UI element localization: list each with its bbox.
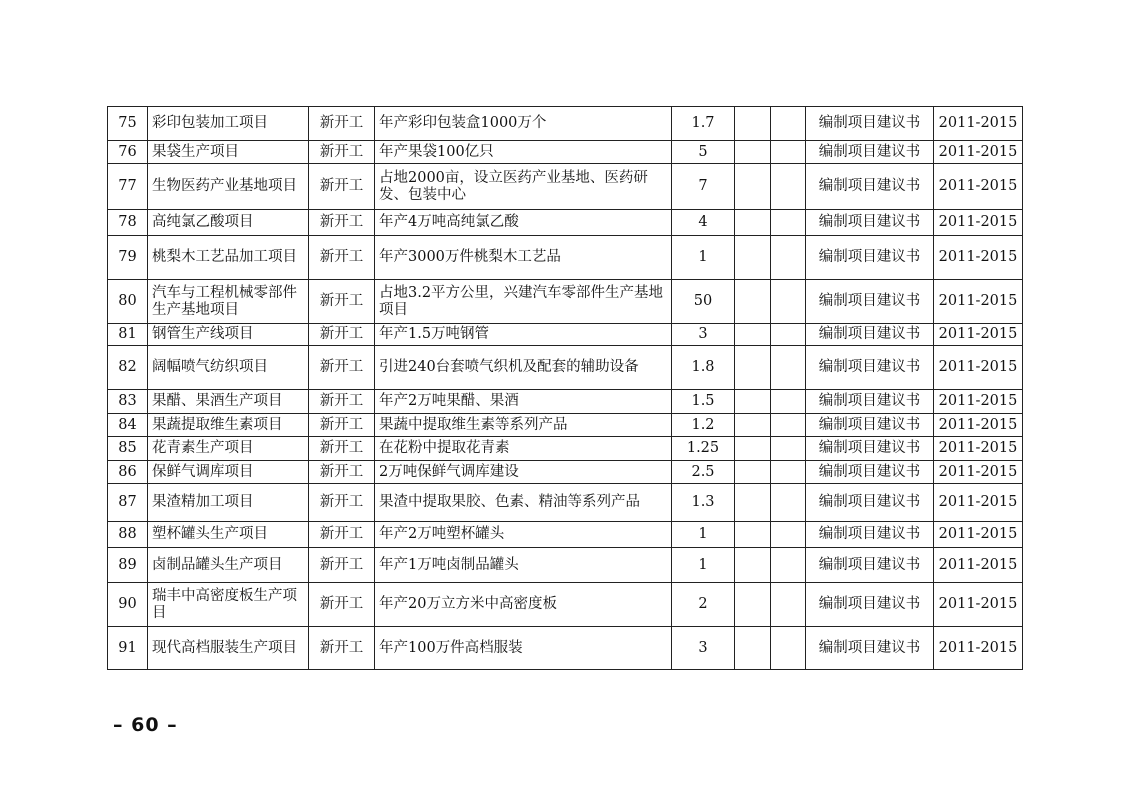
empty-cell xyxy=(771,522,806,548)
investment-value: 3 xyxy=(672,324,735,346)
table-row xyxy=(108,548,1023,583)
project-stage: 编制项目建议书 xyxy=(806,414,934,437)
project-content: 在花粉中提取花青素 xyxy=(375,437,672,461)
table-row xyxy=(108,210,1023,236)
row-number: 77 xyxy=(108,164,148,210)
project-name: 汽车与工程机械零部件生产基地项目 xyxy=(148,280,309,324)
project-period: 2011-2015 xyxy=(934,548,1023,583)
project-type: 新开工 xyxy=(309,390,375,414)
project-content: 果蔬中提取维生素等系列产品 xyxy=(375,414,672,437)
project-stage: 编制项目建议书 xyxy=(806,324,934,346)
row-number: 80 xyxy=(108,280,148,324)
row-number: 84 xyxy=(108,414,148,437)
project-content: 引进240台套喷气织机及配套的辅助设备 xyxy=(375,346,672,390)
empty-cell xyxy=(735,461,771,484)
empty-cell xyxy=(735,346,771,390)
empty-cell xyxy=(771,210,806,236)
empty-cell xyxy=(735,107,771,141)
project-name: 保鲜气调库项目 xyxy=(148,461,309,484)
project-name: 塑杯罐头生产项目 xyxy=(148,522,309,548)
row-number: 78 xyxy=(108,210,148,236)
table-row xyxy=(108,522,1023,548)
table-row xyxy=(108,107,1023,141)
project-type: 新开工 xyxy=(309,522,375,548)
project-period: 2011-2015 xyxy=(934,437,1023,461)
row-number: 83 xyxy=(108,390,148,414)
row-number: 88 xyxy=(108,522,148,548)
project-period: 2011-2015 xyxy=(934,280,1023,324)
project-type: 新开工 xyxy=(309,548,375,583)
project-period: 2011-2015 xyxy=(934,141,1023,164)
investment-value: 2.5 xyxy=(672,461,735,484)
project-content: 占地2000亩，设立医药产业基地、医药研发、包装中心 xyxy=(375,164,672,210)
row-number: 85 xyxy=(108,437,148,461)
project-type: 新开工 xyxy=(309,437,375,461)
empty-cell xyxy=(735,437,771,461)
project-stage: 编制项目建议书 xyxy=(806,141,934,164)
investment-value: 1.5 xyxy=(672,390,735,414)
investment-value: 2 xyxy=(672,583,735,627)
project-period: 2011-2015 xyxy=(934,346,1023,390)
investment-value: 1.3 xyxy=(672,484,735,522)
row-number: 82 xyxy=(108,346,148,390)
project-content: 年产100万件高档服装 xyxy=(375,627,672,670)
project-type: 新开工 xyxy=(309,627,375,670)
project-content: 年产果袋100亿只 xyxy=(375,141,672,164)
project-period: 2011-2015 xyxy=(934,236,1023,280)
project-stage: 编制项目建议书 xyxy=(806,346,934,390)
project-stage: 编制项目建议书 xyxy=(806,280,934,324)
project-name: 果蔬提取维生素项目 xyxy=(148,414,309,437)
row-number: 79 xyxy=(108,236,148,280)
investment-value: 50 xyxy=(672,280,735,324)
table-row xyxy=(108,164,1023,210)
project-stage: 编制项目建议书 xyxy=(806,390,934,414)
table-row xyxy=(108,484,1023,522)
empty-cell xyxy=(771,627,806,670)
investment-value: 1 xyxy=(672,548,735,583)
empty-cell xyxy=(771,346,806,390)
empty-cell xyxy=(771,548,806,583)
project-content: 2万吨保鲜气调库建设 xyxy=(375,461,672,484)
investment-value: 5 xyxy=(672,141,735,164)
investment-value: 1.8 xyxy=(672,346,735,390)
project-stage: 编制项目建议书 xyxy=(806,164,934,210)
empty-cell xyxy=(771,107,806,141)
project-name: 现代高档服装生产项目 xyxy=(148,627,309,670)
empty-cell xyxy=(771,324,806,346)
project-content: 年产1万吨卤制品罐头 xyxy=(375,548,672,583)
row-number: 75 xyxy=(108,107,148,141)
empty-cell xyxy=(735,164,771,210)
empty-cell xyxy=(735,141,771,164)
empty-cell xyxy=(771,280,806,324)
project-stage: 编制项目建议书 xyxy=(806,236,934,280)
project-period: 2011-2015 xyxy=(934,414,1023,437)
project-stage: 编制项目建议书 xyxy=(806,437,934,461)
project-stage: 编制项目建议书 xyxy=(806,461,934,484)
project-period: 2011-2015 xyxy=(934,627,1023,670)
project-stage: 编制项目建议书 xyxy=(806,627,934,670)
project-period: 2011-2015 xyxy=(934,390,1023,414)
project-name: 生物医药产业基地项目 xyxy=(148,164,309,210)
table-row xyxy=(108,346,1023,390)
row-number: 90 xyxy=(108,583,148,627)
project-period: 2011-2015 xyxy=(934,461,1023,484)
empty-cell xyxy=(771,141,806,164)
investment-value: 4 xyxy=(672,210,735,236)
project-content: 年产2万吨塑杯罐头 xyxy=(375,522,672,548)
empty-cell xyxy=(735,390,771,414)
empty-cell xyxy=(735,627,771,670)
empty-cell xyxy=(735,484,771,522)
table-row xyxy=(108,583,1023,627)
project-name: 桃梨木工艺品加工项目 xyxy=(148,236,309,280)
project-stage: 编制项目建议书 xyxy=(806,210,934,236)
empty-cell xyxy=(735,583,771,627)
table-row xyxy=(108,390,1023,414)
empty-cell xyxy=(771,414,806,437)
project-type: 新开工 xyxy=(309,236,375,280)
investment-value: 1 xyxy=(672,236,735,280)
table-row xyxy=(108,141,1023,164)
project-period: 2011-2015 xyxy=(934,324,1023,346)
row-number: 89 xyxy=(108,548,148,583)
empty-cell xyxy=(771,164,806,210)
project-period: 2011-2015 xyxy=(934,484,1023,522)
table-row xyxy=(108,627,1023,670)
project-name: 卤制品罐头生产项目 xyxy=(148,548,309,583)
empty-cell xyxy=(735,236,771,280)
project-period: 2011-2015 xyxy=(934,210,1023,236)
investment-value: 1 xyxy=(672,522,735,548)
project-type: 新开工 xyxy=(309,461,375,484)
project-type: 新开工 xyxy=(309,414,375,437)
investment-value: 1.7 xyxy=(672,107,735,141)
empty-cell xyxy=(771,583,806,627)
project-content: 果渣中提取果胶、色素、精油等系列产品 xyxy=(375,484,672,522)
project-type: 新开工 xyxy=(309,484,375,522)
investment-value: 1.2 xyxy=(672,414,735,437)
project-name: 瑞丰中高密度板生产项目 xyxy=(148,583,309,627)
project-period: 2011-2015 xyxy=(934,107,1023,141)
table-row xyxy=(108,461,1023,484)
project-type: 新开工 xyxy=(309,346,375,390)
empty-cell xyxy=(735,522,771,548)
empty-cell xyxy=(735,414,771,437)
project-name: 彩印包装加工项目 xyxy=(148,107,309,141)
empty-cell xyxy=(735,280,771,324)
project-name: 高纯氯乙酸项目 xyxy=(148,210,309,236)
table-row xyxy=(108,437,1023,461)
project-type: 新开工 xyxy=(309,141,375,164)
project-type: 新开工 xyxy=(309,324,375,346)
investment-value: 7 xyxy=(672,164,735,210)
row-number: 76 xyxy=(108,141,148,164)
project-table xyxy=(107,106,1023,670)
empty-cell xyxy=(771,236,806,280)
project-content: 年产1.5万吨钢管 xyxy=(375,324,672,346)
project-content: 占地3.2平方公里，兴建汽车零部件生产基地项目 xyxy=(375,280,672,324)
project-content: 年产20万立方米中高密度板 xyxy=(375,583,672,627)
page-number: – 60 – xyxy=(113,714,178,736)
empty-cell xyxy=(735,324,771,346)
table-row xyxy=(108,324,1023,346)
project-period: 2011-2015 xyxy=(934,164,1023,210)
table-row xyxy=(108,236,1023,280)
project-name: 阔幅喷气纺织项目 xyxy=(148,346,309,390)
project-stage: 编制项目建议书 xyxy=(806,548,934,583)
project-stage: 编制项目建议书 xyxy=(806,107,934,141)
project-stage: 编制项目建议书 xyxy=(806,522,934,548)
row-number: 81 xyxy=(108,324,148,346)
project-period: 2011-2015 xyxy=(934,522,1023,548)
empty-cell xyxy=(771,461,806,484)
empty-cell xyxy=(771,390,806,414)
investment-value: 3 xyxy=(672,627,735,670)
empty-cell xyxy=(735,548,771,583)
row-number: 91 xyxy=(108,627,148,670)
empty-cell xyxy=(771,484,806,522)
project-type: 新开工 xyxy=(309,107,375,141)
table-row xyxy=(108,414,1023,437)
row-number: 86 xyxy=(108,461,148,484)
empty-cell xyxy=(771,437,806,461)
project-type: 新开工 xyxy=(309,164,375,210)
project-name: 果袋生产项目 xyxy=(148,141,309,164)
row-number: 87 xyxy=(108,484,148,522)
empty-cell xyxy=(735,210,771,236)
project-type: 新开工 xyxy=(309,280,375,324)
investment-value: 1.25 xyxy=(672,437,735,461)
project-type: 新开工 xyxy=(309,583,375,627)
project-name: 果渣精加工项目 xyxy=(148,484,309,522)
project-content: 年产3000万件桃梨木工艺品 xyxy=(375,236,672,280)
project-stage: 编制项目建议书 xyxy=(806,583,934,627)
project-name: 钢管生产线项目 xyxy=(148,324,309,346)
table-row xyxy=(108,280,1023,324)
project-name: 果醋、果酒生产项目 xyxy=(148,390,309,414)
project-content: 年产4万吨高纯氯乙酸 xyxy=(375,210,672,236)
project-stage: 编制项目建议书 xyxy=(806,484,934,522)
project-content: 年产2万吨果醋、果酒 xyxy=(375,390,672,414)
project-name: 花青素生产项目 xyxy=(148,437,309,461)
project-type: 新开工 xyxy=(309,210,375,236)
project-period: 2011-2015 xyxy=(934,583,1023,627)
project-content: 年产彩印包装盒1000万个 xyxy=(375,107,672,141)
table-body xyxy=(108,107,1023,670)
